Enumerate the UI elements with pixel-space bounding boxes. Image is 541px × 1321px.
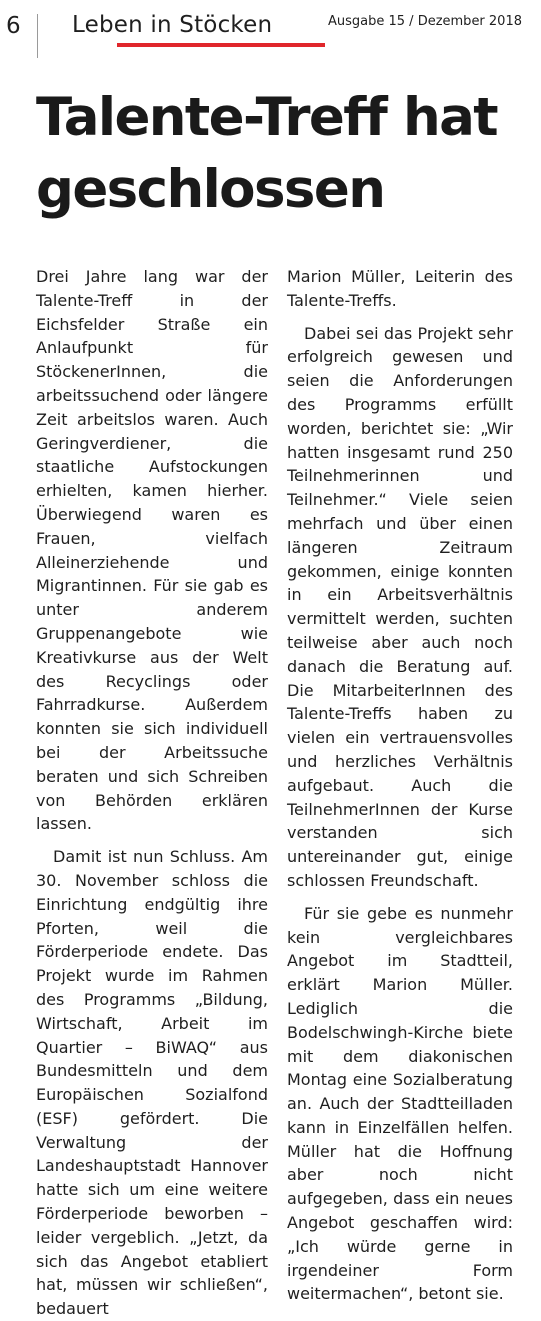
issue-info: Ausgabe 15 / Dezember 2018: [328, 14, 522, 29]
page-header: [0, 0, 541, 60]
article-headline: [36, 82, 536, 226]
section-title: Leben in Stöcken: [72, 12, 273, 38]
page-number: 6: [6, 13, 21, 39]
headline-line-2: geschlossen: [36, 159, 385, 220]
article-paragraph: Marion Müller, Leiterin des Talente-Treffs.: [287, 267, 513, 310]
article-paragraph: Dabei sei das Projekt sehr erfolgreich gewesen und seien die Anforderungen des Programms erfüllt worden, berichtet sie: „Wir hatten insgesamt rund 250 Teilnehmerinnen und Teilnehmer.“ Viele seien mehrfach und über einen längeren Zeitraum gekommen, einige konnten in ein Arbeitsverhältnis vermittelt werden, suchten teilweise aber auch noch danach die Beratung auf. Die MitarbeiterInnen des Talente-Treffs haben zu vielen ein vertrauensvolles und herzliches Verhältnis aufgebaut. Auch die TeilnehmerInnen der Kurse verstanden sich untereinander gut, einige schlossen Freundschaft.: [287, 323, 513, 890]
article-paragraph: Drei Jahre lang war der Talente-Treff in der Eichsfelder Straße ein Anlaufpunkt für StöckenerInnen, die arbeitssuchend oder längere Zeit arbeitslos waren. Auch Geringverdiener, die staatliche Aufstockungen erhielten, kamen hierher. Überwiegend waren es Frauen, vielfach Alleinerziehende und Migrantinnen. Für sie gab es unter anderem Gruppenangebote wie Kreativkurse aus der Welt des Recyclings oder Fahrradkurse. Außerdem konnten sie sich individuell bei der Arbeitssuche beraten und sich Schreiben von Behörden erklären lassen.: [36, 267, 268, 834]
section-title-underline: [117, 43, 325, 47]
header-divider: [37, 14, 38, 58]
article-column-left: [36, 265, 268, 1321]
article-paragraph: Damit ist nun Schluss. Am 30. November schloss die Einrichtung endgültig ihre Pforten, weil die Förderperiode endete. Das Projekt wurde im Rahmen des Programms „Bildung, Wirtschaft, Arbeit im Quartier – BiWAQ“ aus Bundesmitteln und dem Europäischen Sozialfond (ESF) gefördert. Die Verwaltung der Landeshauptstadt Hannover hatte sich um eine weitere Förderperiode beworben – leider vergeblich. „Jetzt, da sich das Angebot etabliert hat, müssen wir schließen“, bedauert: [36, 847, 268, 1319]
headline-line-1: Talente-Treff hat: [36, 87, 498, 148]
article-paragraph: Für sie gebe es nunmehr kein vergleichbares Angebot im Stadtteil, erklärt Marion Müller. Lediglich die Bodelschwingh-Kirche biete mit dem diakonischen Montag eine Sozialberatung an. Auch der Stadtteilladen kann in Einzelfällen helfen. Müller hat die Hoffnung aber noch nicht aufgegeben, dass ein neues Angebot geschaffen wird: „Ich würde gerne in irgendeiner Form weitermachen“, betont sie.: [287, 903, 513, 1304]
article-column-right: [287, 265, 513, 1306]
